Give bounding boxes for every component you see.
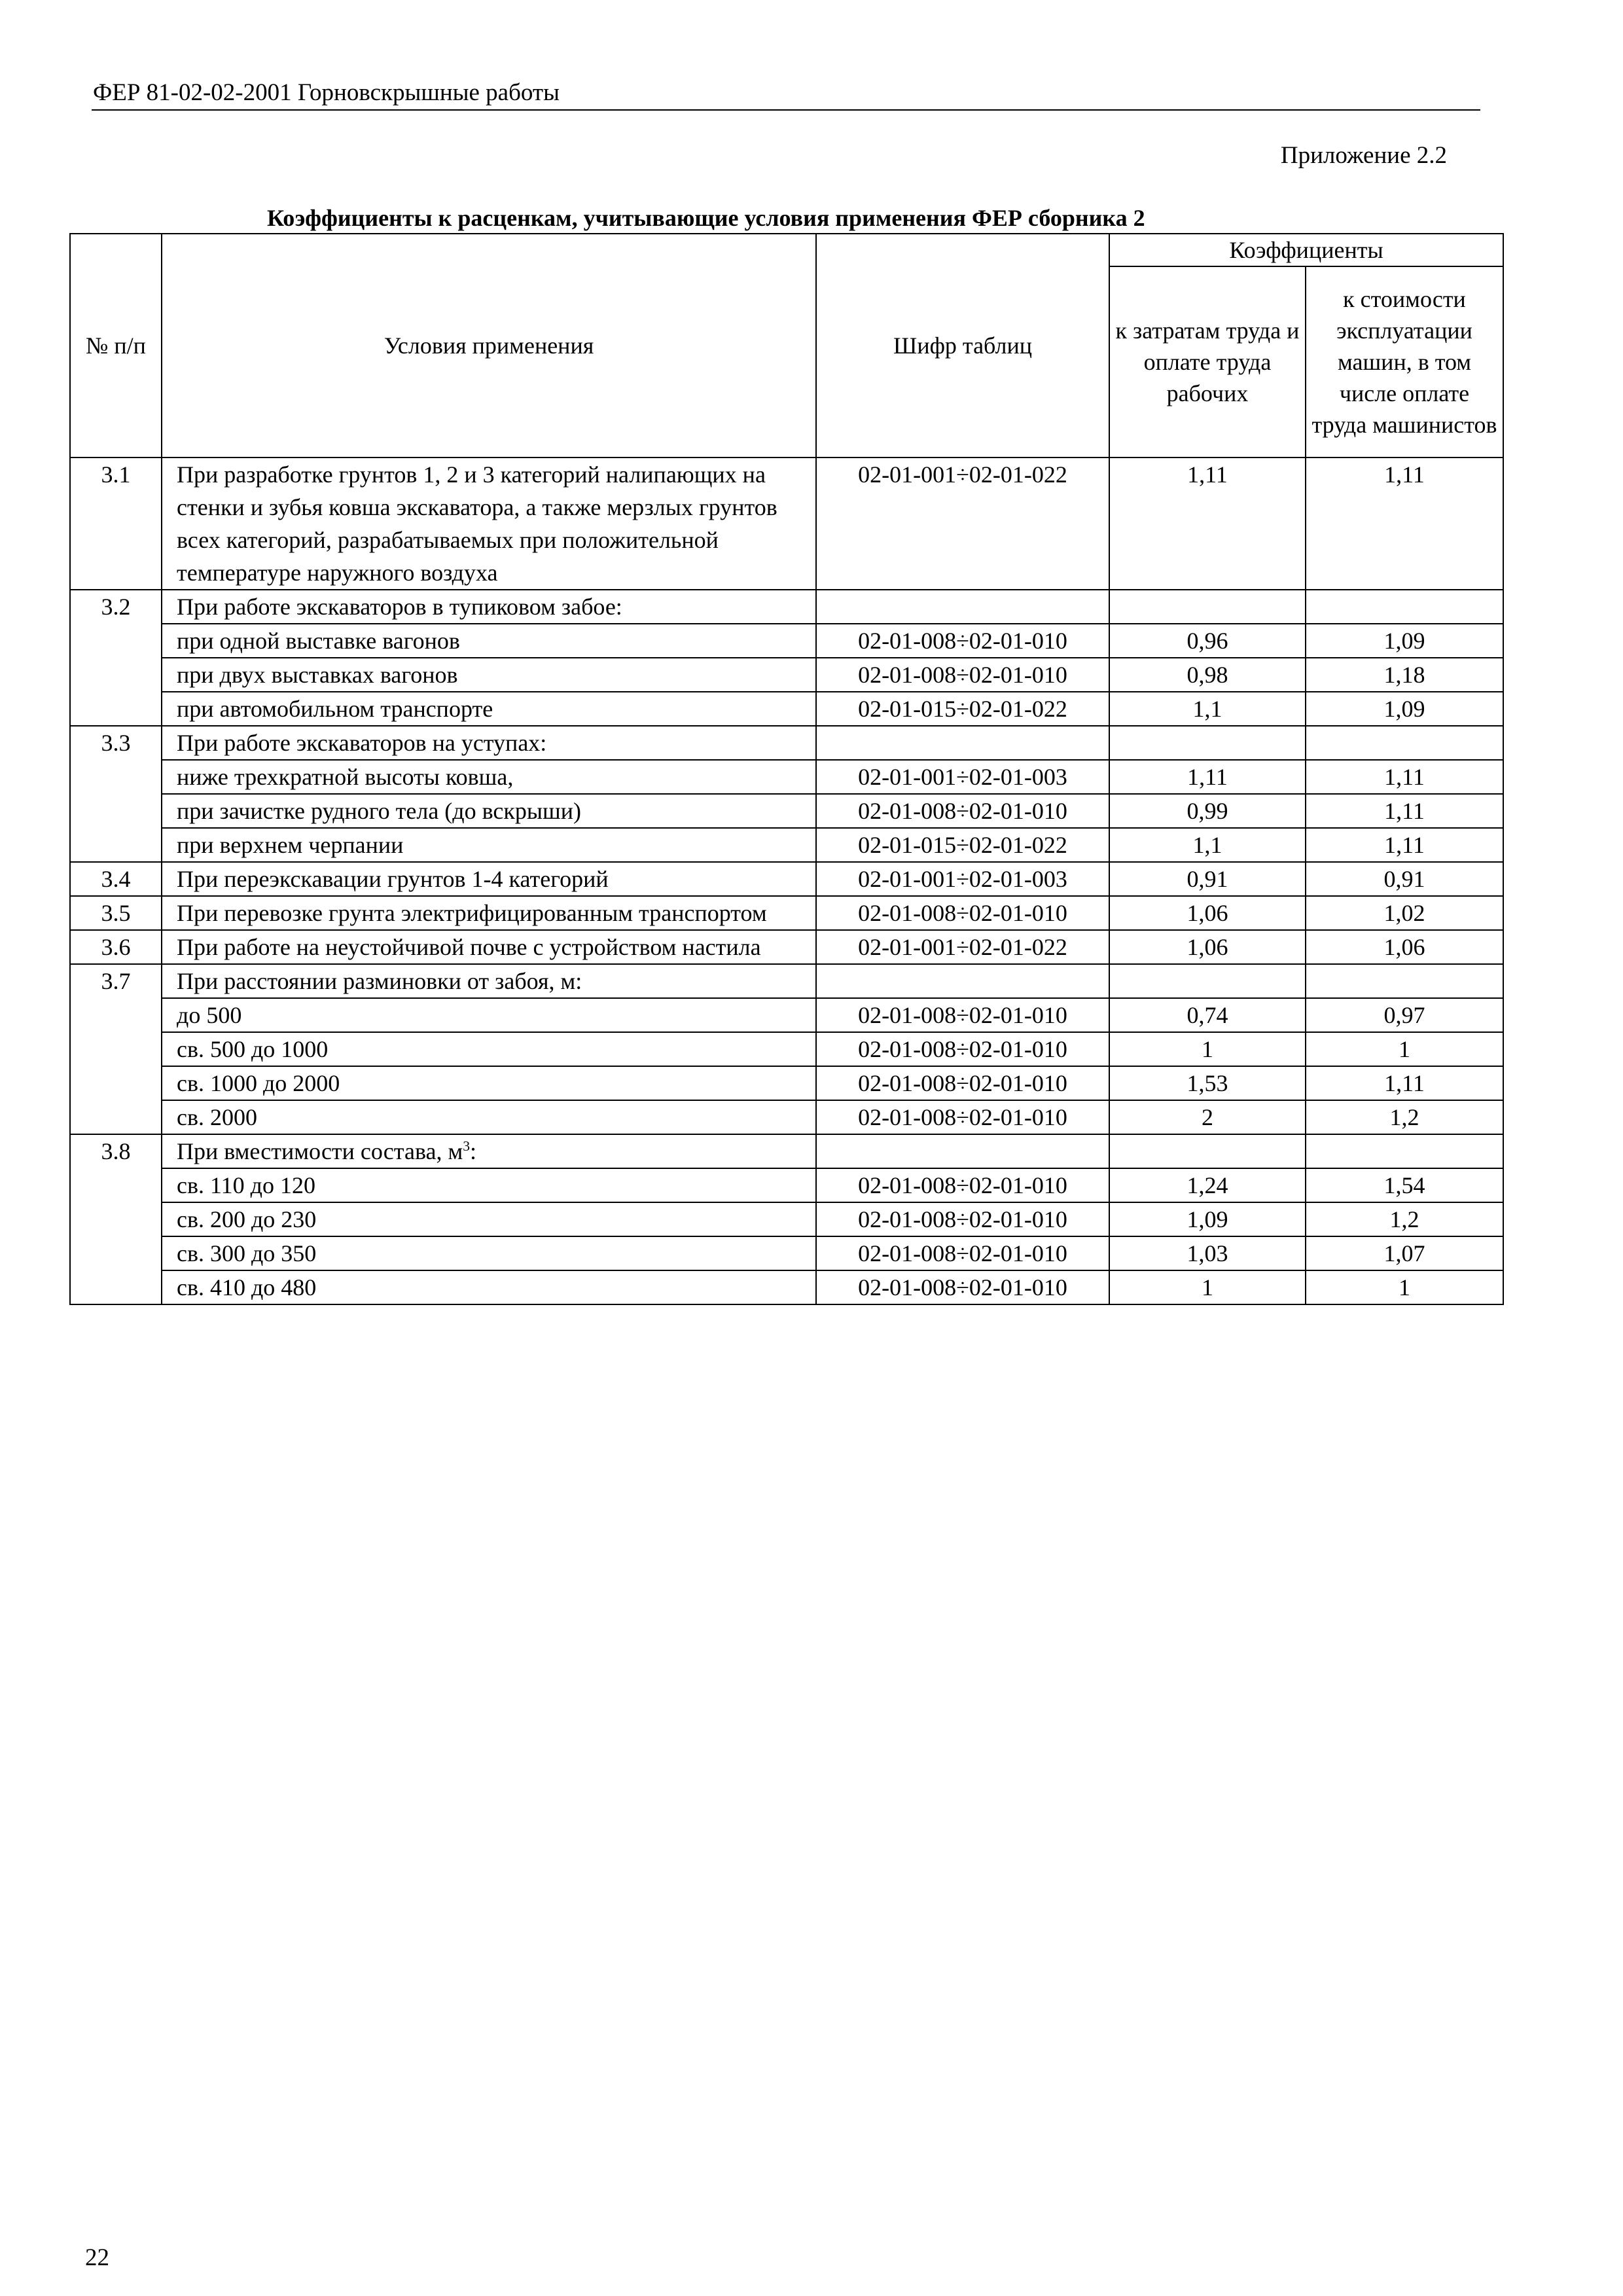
table-code-cell: 02-01-008÷02-01-010 [816,1066,1109,1100]
table-code-cell: 02-01-008÷02-01-010 [816,1168,1109,1202]
condition-cell [162,828,816,862]
table-row [70,794,1503,828]
table-row [70,862,1503,896]
machines-coefficient-cell: 1,18 [1306,658,1503,692]
table-row [70,658,1503,692]
running-header: ФЕР 81-02-02-2001 Горновскрышные работы [93,79,560,106]
labor-coefficient-cell: 0,96 [1109,624,1306,658]
condition-text: св. 110 до 120 [177,1172,315,1198]
table-row [70,1100,1503,1134]
table-row [70,1066,1503,1100]
row-number: 3.8 [70,1134,162,1304]
condition-cell [162,862,816,896]
column-header-machines: к стоимости эксплуатации машин, в том числе оплате труда машинистов [1306,266,1503,457]
condition-text: При расстоянии разминовки от забоя, м: [177,968,582,994]
labor-coefficient-cell: 1,06 [1109,930,1306,964]
labor-coefficient-cell: 1 [1109,1270,1306,1304]
table-code-cell: 02-01-015÷02-01-022 [816,828,1109,862]
table-row [70,930,1503,964]
condition-cell [162,1168,816,1202]
table-code-cell: 02-01-015÷02-01-022 [816,692,1109,726]
condition-cell [162,1236,816,1270]
appendix-label: Приложение 2.2 [1280,142,1447,169]
condition-text: При переэкскавации грунтов 1-4 категорий [177,866,609,892]
table-code-cell: 02-01-008÷02-01-010 [816,624,1109,658]
machines-coefficient-cell: 1,06 [1306,930,1503,964]
row-number: 3.1 [70,457,162,590]
labor-coefficient-cell: 0,74 [1109,998,1306,1032]
machines-coefficient-cell: 1 [1306,1032,1503,1066]
machines-coefficient-cell [1306,590,1503,624]
machines-coefficient-cell: 1,2 [1306,1202,1503,1236]
labor-coefficient-cell: 1,53 [1109,1066,1306,1100]
table-title: Коэффициенты к расценкам, учитывающие условия применения ФЕР сборника 2 [267,205,1145,231]
machines-coefficient-cell [1306,1134,1503,1168]
column-header-coefficients: Коэффициенты [1109,234,1503,266]
table-code-cell: 02-01-008÷02-01-010 [816,896,1109,930]
table-code-cell: 02-01-001÷02-01-022 [816,457,1109,590]
machines-coefficient-cell: 0,91 [1306,862,1503,896]
labor-coefficient-cell: 1,24 [1109,1168,1306,1202]
machines-coefficient-cell: 1,07 [1306,1236,1503,1270]
table-row [70,692,1503,726]
table-code-cell: 02-01-008÷02-01-010 [816,1202,1109,1236]
table-code-cell: 02-01-008÷02-01-010 [816,1236,1109,1270]
labor-coefficient-cell: 1,09 [1109,1202,1306,1236]
condition-text: ниже трехкратной высоты ковша, [177,764,514,790]
condition-text: св. 2000 [177,1104,257,1130]
machines-coefficient-cell: 1,02 [1306,896,1503,930]
row-number: 3.4 [70,862,162,896]
condition-cell [162,1032,816,1066]
machines-coefficient-cell: 1,2 [1306,1100,1503,1134]
table-code-cell: 02-01-008÷02-01-010 [816,998,1109,1032]
condition-text: до 500 [177,1002,242,1028]
row-number: 3.6 [70,930,162,964]
condition-text: при одной выставке вагонов [177,628,460,654]
labor-coefficient-cell [1109,1134,1306,1168]
table-row [70,1168,1503,1202]
machines-coefficient-cell: 1,11 [1306,760,1503,794]
table-code-cell: 02-01-001÷02-01-003 [816,862,1109,896]
table-row [70,1032,1503,1066]
condition-text: При вместимости состава, м [177,1138,463,1164]
table-row [70,726,1503,760]
condition-cell [162,624,816,658]
condition-text: св. 500 до 1000 [177,1036,329,1062]
row-number: 3.5 [70,896,162,930]
labor-coefficient-cell: 1,1 [1109,828,1306,862]
table-code-cell: 02-01-001÷02-01-003 [816,760,1109,794]
condition-cell [162,998,816,1032]
labor-coefficient-cell [1109,726,1306,760]
table-row [70,896,1503,930]
condition-cell [162,1202,816,1236]
table-code-cell [816,726,1109,760]
labor-coefficient-cell: 1 [1109,1032,1306,1066]
condition-cell [162,457,816,590]
condition-text: св. 1000 до 2000 [177,1070,340,1096]
condition-text: при верхнем черпании [177,832,404,858]
coefficients-table [69,233,1504,1305]
table-row [70,828,1503,862]
labor-coefficient-cell: 1,03 [1109,1236,1306,1270]
condition-cell [162,964,816,998]
table-code-cell [816,590,1109,624]
condition-cell [162,692,816,726]
table-code-cell: 02-01-008÷02-01-010 [816,1100,1109,1134]
condition-suffix: : [470,1138,477,1164]
table-row [70,1236,1503,1270]
table-code-cell: 02-01-001÷02-01-022 [816,930,1109,964]
machines-coefficient-cell [1306,964,1503,998]
labor-coefficient-cell: 1,11 [1109,760,1306,794]
page-number: 22 [85,2244,109,2271]
machines-coefficient-cell [1306,726,1503,760]
labor-coefficient-cell: 1,11 [1109,457,1306,590]
machines-coefficient-cell: 1,11 [1306,828,1503,862]
machines-coefficient-cell: 1,11 [1306,1066,1503,1100]
table-row [70,760,1503,794]
condition-cell [162,930,816,964]
row-number: 3.2 [70,590,162,726]
condition-cell [162,896,816,930]
machines-coefficient-cell: 1,09 [1306,624,1503,658]
header-rule [92,109,1480,111]
table-body [70,457,1503,1304]
labor-coefficient-cell [1109,964,1306,998]
table-row [70,624,1503,658]
column-header-conditions: Условия применения [162,234,816,457]
condition-text: При перевозке грунта электрифицированным транспортом [177,900,767,926]
condition-cell [162,794,816,828]
labor-coefficient-cell: 1,06 [1109,896,1306,930]
table-row [70,457,1503,590]
labor-coefficient-cell [1109,590,1306,624]
column-header-num: № п/п [70,234,162,457]
condition-cell [162,760,816,794]
column-header-code: Шифр таблиц [816,234,1109,457]
row-number: 3.3 [70,726,162,862]
labor-coefficient-cell: 2 [1109,1100,1306,1134]
machines-coefficient-cell: 1,54 [1306,1168,1503,1202]
condition-cell [162,1134,816,1168]
unit-superscript: 3 [463,1138,471,1154]
table-code-cell: 02-01-008÷02-01-010 [816,794,1109,828]
labor-coefficient-cell: 1,1 [1109,692,1306,726]
machines-coefficient-cell: 1,09 [1306,692,1503,726]
machines-coefficient-cell: 1 [1306,1270,1503,1304]
table-code-cell: 02-01-008÷02-01-010 [816,1032,1109,1066]
labor-coefficient-cell: 0,91 [1109,862,1306,896]
condition-text: При разработке грунтов 1, 2 и 3 категорий налипающих на стенки и зубья ковша экскаватора, а также мерзлых грунтов всех категорий, разрабатываемых при положительной температуре наружного воздуха [177,461,777,586]
condition-text: св. 300 до 350 [177,1240,317,1266]
condition-text: св. 410 до 480 [177,1274,317,1300]
condition-cell [162,1100,816,1134]
labor-coefficient-cell: 0,98 [1109,658,1306,692]
condition-cell [162,1270,816,1304]
condition-text: св. 200 до 230 [177,1206,317,1232]
labor-coefficient-cell: 0,99 [1109,794,1306,828]
condition-text: при зачистке рудного тела (до вскрыши) [177,798,582,824]
table-code-cell [816,1134,1109,1168]
table-code-cell: 02-01-008÷02-01-010 [816,1270,1109,1304]
condition-text: При работе на неустойчивой почве с устройством настила [177,934,761,960]
condition-cell [162,1066,816,1100]
table-row [70,998,1503,1032]
machines-coefficient-cell: 1,11 [1306,794,1503,828]
table-row [70,1270,1503,1304]
table-row [70,590,1503,624]
table-row [70,964,1503,998]
table-header [70,234,1503,457]
condition-text: при автомобильном транспорте [177,696,493,722]
table-code-cell: 02-01-008÷02-01-010 [816,658,1109,692]
condition-cell [162,726,816,760]
condition-text: При работе экскаваторов на уступах: [177,730,547,756]
row-number: 3.7 [70,964,162,1134]
table-code-cell [816,964,1109,998]
machines-coefficient-cell: 0,97 [1306,998,1503,1032]
column-header-labor: к затратам труда и оплате труда рабочих [1109,266,1306,457]
condition-cell [162,590,816,624]
machines-coefficient-cell: 1,11 [1306,457,1503,590]
condition-cell [162,658,816,692]
table-row [70,1134,1503,1168]
condition-text: при двух выставках вагонов [177,662,458,688]
condition-text: При работе экскаваторов в тупиковом забое: [177,594,622,620]
table-row [70,1202,1503,1236]
